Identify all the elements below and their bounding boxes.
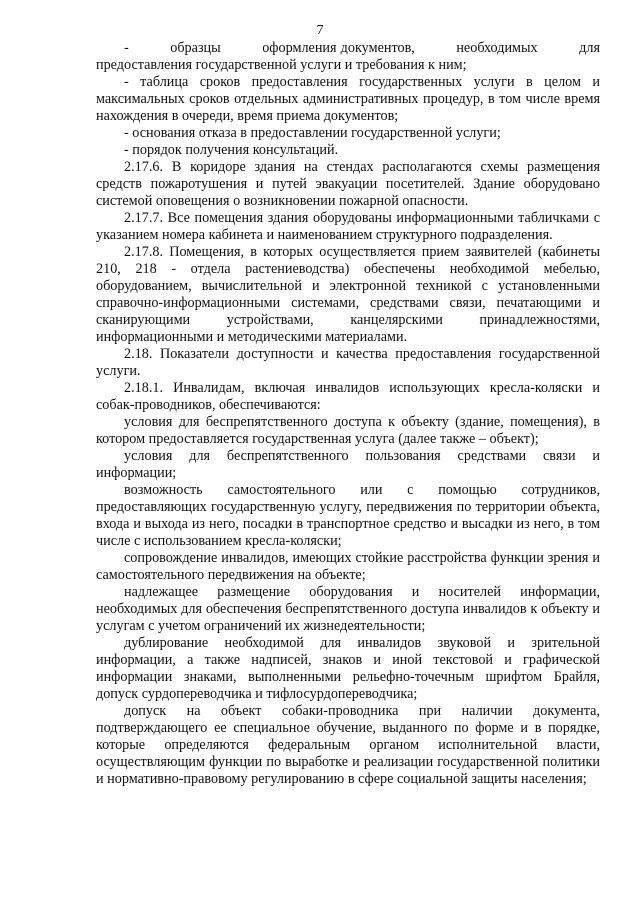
paragraph-deadlines-table: - таблица сроков предоставления государственных услуги в целом и максимальных сроков отдельных административных процедур, в том числе время нахождения в очереди, время приема документов;: [96, 74, 600, 124]
paragraph-2-17-6: 2.17.6. В коридоре здания на стендах располагаются схемы размещения средств пожаротушения и путей эвакуации посетителей. Здание оборудовано системой оповещения о возникновении пожарной опасности.: [96, 159, 600, 209]
page-number: 7: [316, 23, 324, 38]
paragraph-consultation-order: - порядок получения консультаций.: [124, 142, 339, 158]
paragraph-communication-conditions: условия для беспрепятственного пользования средствами связи и информации;: [96, 448, 600, 481]
paragraph-guide-dog-access: допуск на объект собаки-проводника при наличии документа, подтверждающего ее специальное обучение, выданного по форме и в порядке, которые определяются федеральным органом исполнительной власти, осуществляющим функции по выработке и реализации государственной политики и нормативно-правовому регулированию в сфере социальной защиты населения;: [96, 703, 600, 787]
paragraph-2-18-heading: 2.18. Показатели доступности и качества предоставления государственной услуги.: [96, 346, 600, 379]
paragraph-equipment-placement: надлежащее размещение оборудования и носителей информации, необходимых для обеспечения беспрепятственного доступа инвалидов к объекту и услугам с учетом ограничений их жизнедеятельности;: [96, 584, 600, 634]
paragraph-escort: сопровождение инвалидов, имеющих стойкие расстройства функции зрения и самостоятельного передвижения на объекте;: [96, 550, 600, 583]
paragraph-information-duplication: дублирование необходимой для инвалидов звуковой и зрительной информации, а также надписей, знаков и иной текстовой и графической информации знаками, выполненными рельефно-точечным шрифтом Брайля, допуск сурдопереводчика и тифлосурдопереводчика;: [96, 635, 600, 702]
paragraph-2-18-1: 2.18.1. Инвалидам, включая инвалидов использующих кресла-коляски и собак-проводников, обеспечиваются:: [96, 380, 600, 413]
paragraph-access-conditions: условия для беспрепятственного доступа к объекту (здание, помещения), в котором предоставляется государственная услуга (далее также – объект);: [96, 414, 600, 447]
document-body: [96, 40, 600, 788]
paragraph-2-17-7: 2.17.7. Все помещения здания оборудованы информационными табличками с указанием номера кабинета и наименованием структурного подразделения.: [96, 210, 600, 243]
paragraph-2-17-8: 2.17.8. Помещения, в которых осуществляется прием заявителей (кабинеты 210, 218 - отдела растениеводства) обеспечены необходимой мебелью, оборудованием, вычислительной и электронной техникой с установленными справочно-информационными системами, средствами связи, печатающими и сканирующими устройствами, канцелярскими принадлежностями, информационными и методическими материалами.: [96, 244, 600, 345]
paragraph-refusal-grounds: - основания отказа в предоставлении государственной услуги;: [124, 125, 501, 141]
paragraph-sample-forms: - образцы оформления документов, необходимых для предоставления государственной услуги и требования к ним;: [96, 40, 600, 73]
paragraph-movement-possibility: возможность самостоятельного или с помощью сотрудников, предоставляющих государственную услугу, передвижения по территории объекта, входа и выхода из него, посадки в транспортное средство и высадки из него, в том числе с использованием кресла-коляски;: [96, 482, 600, 549]
